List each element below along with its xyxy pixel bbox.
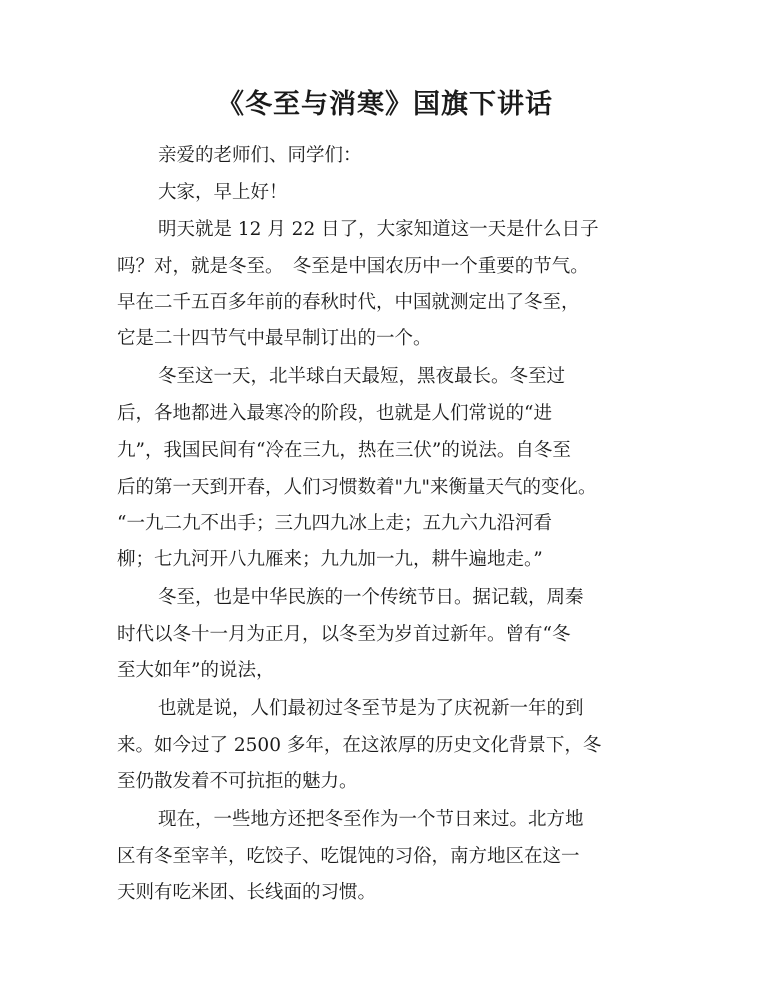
document-title: 《冬至与消寒》国旗下讲话 bbox=[217, 89, 553, 120]
paragraph-line: 后的第一天到开春，人们习惯数着"九"来衡量天气的变化。 bbox=[117, 477, 597, 498]
paragraph-line: 来。如今过了 2500 多年，在这浓厚的历史文化背景下，冬 bbox=[117, 735, 602, 756]
paragraph-line: 早在二千五百多年前的春秋时代，中国就测定出了冬至， bbox=[117, 292, 580, 313]
paragraph-line: 九”，我国民间有“冷在三九，热在三伏”的说法。自冬至 bbox=[117, 440, 571, 461]
paragraph-line: 明天就是 12 月 22 日了，大家知道这一天是什么日子 bbox=[158, 219, 599, 240]
paragraph-line: “一九二九不出手；三九四九冰上走；五九六九沿河看 bbox=[117, 513, 552, 534]
paragraph-line: 冬至，也是中华民族的一个传统节日。据记载，周秦 bbox=[158, 587, 584, 608]
paragraph-line: 冬至这一天，北半球白天最短，黑夜最长。冬至过 bbox=[158, 366, 566, 387]
paragraph-line: 它是二十四节气中最早制订出的一个。 bbox=[117, 328, 432, 349]
paragraph-line: 也就是说，人们最初过冬至节是为了庆祝新一年的到 bbox=[158, 698, 584, 719]
paragraph-line: 至大如年”的说法， bbox=[117, 660, 275, 681]
paragraph-line: 天则有吃米团、长线面的习惯。 bbox=[117, 882, 377, 903]
paragraph-line: 亲爱的老师们、同学们： bbox=[158, 145, 362, 166]
paragraph-line: 时代以冬十一月为正月，以冬至为岁首过新年。曾有“冬 bbox=[117, 624, 571, 645]
paragraph-line: 柳；七九河开八九雁来；九九加一九，耕牛遍地走。” bbox=[117, 549, 543, 570]
paragraph-line: 大家，早上好！ bbox=[158, 182, 288, 203]
paragraph-line: 区有冬至宰羊，吃饺子、吃馄饨的习俗，南方地区在这一 bbox=[117, 846, 580, 867]
paragraph-line: 后，各地都进入最寒冷的阶段，也就是人们常说的“进 bbox=[117, 403, 552, 424]
paragraph-line: 至仍散发着不可抗拒的魅力。 bbox=[117, 771, 358, 792]
paragraph-line: 现在，一些地方还把冬至作为一个节日来过。北方地 bbox=[158, 809, 584, 830]
paragraph-line: 吗？对，就是冬至。 冬至是中国农历中一个重要的节气。 bbox=[117, 256, 589, 277]
